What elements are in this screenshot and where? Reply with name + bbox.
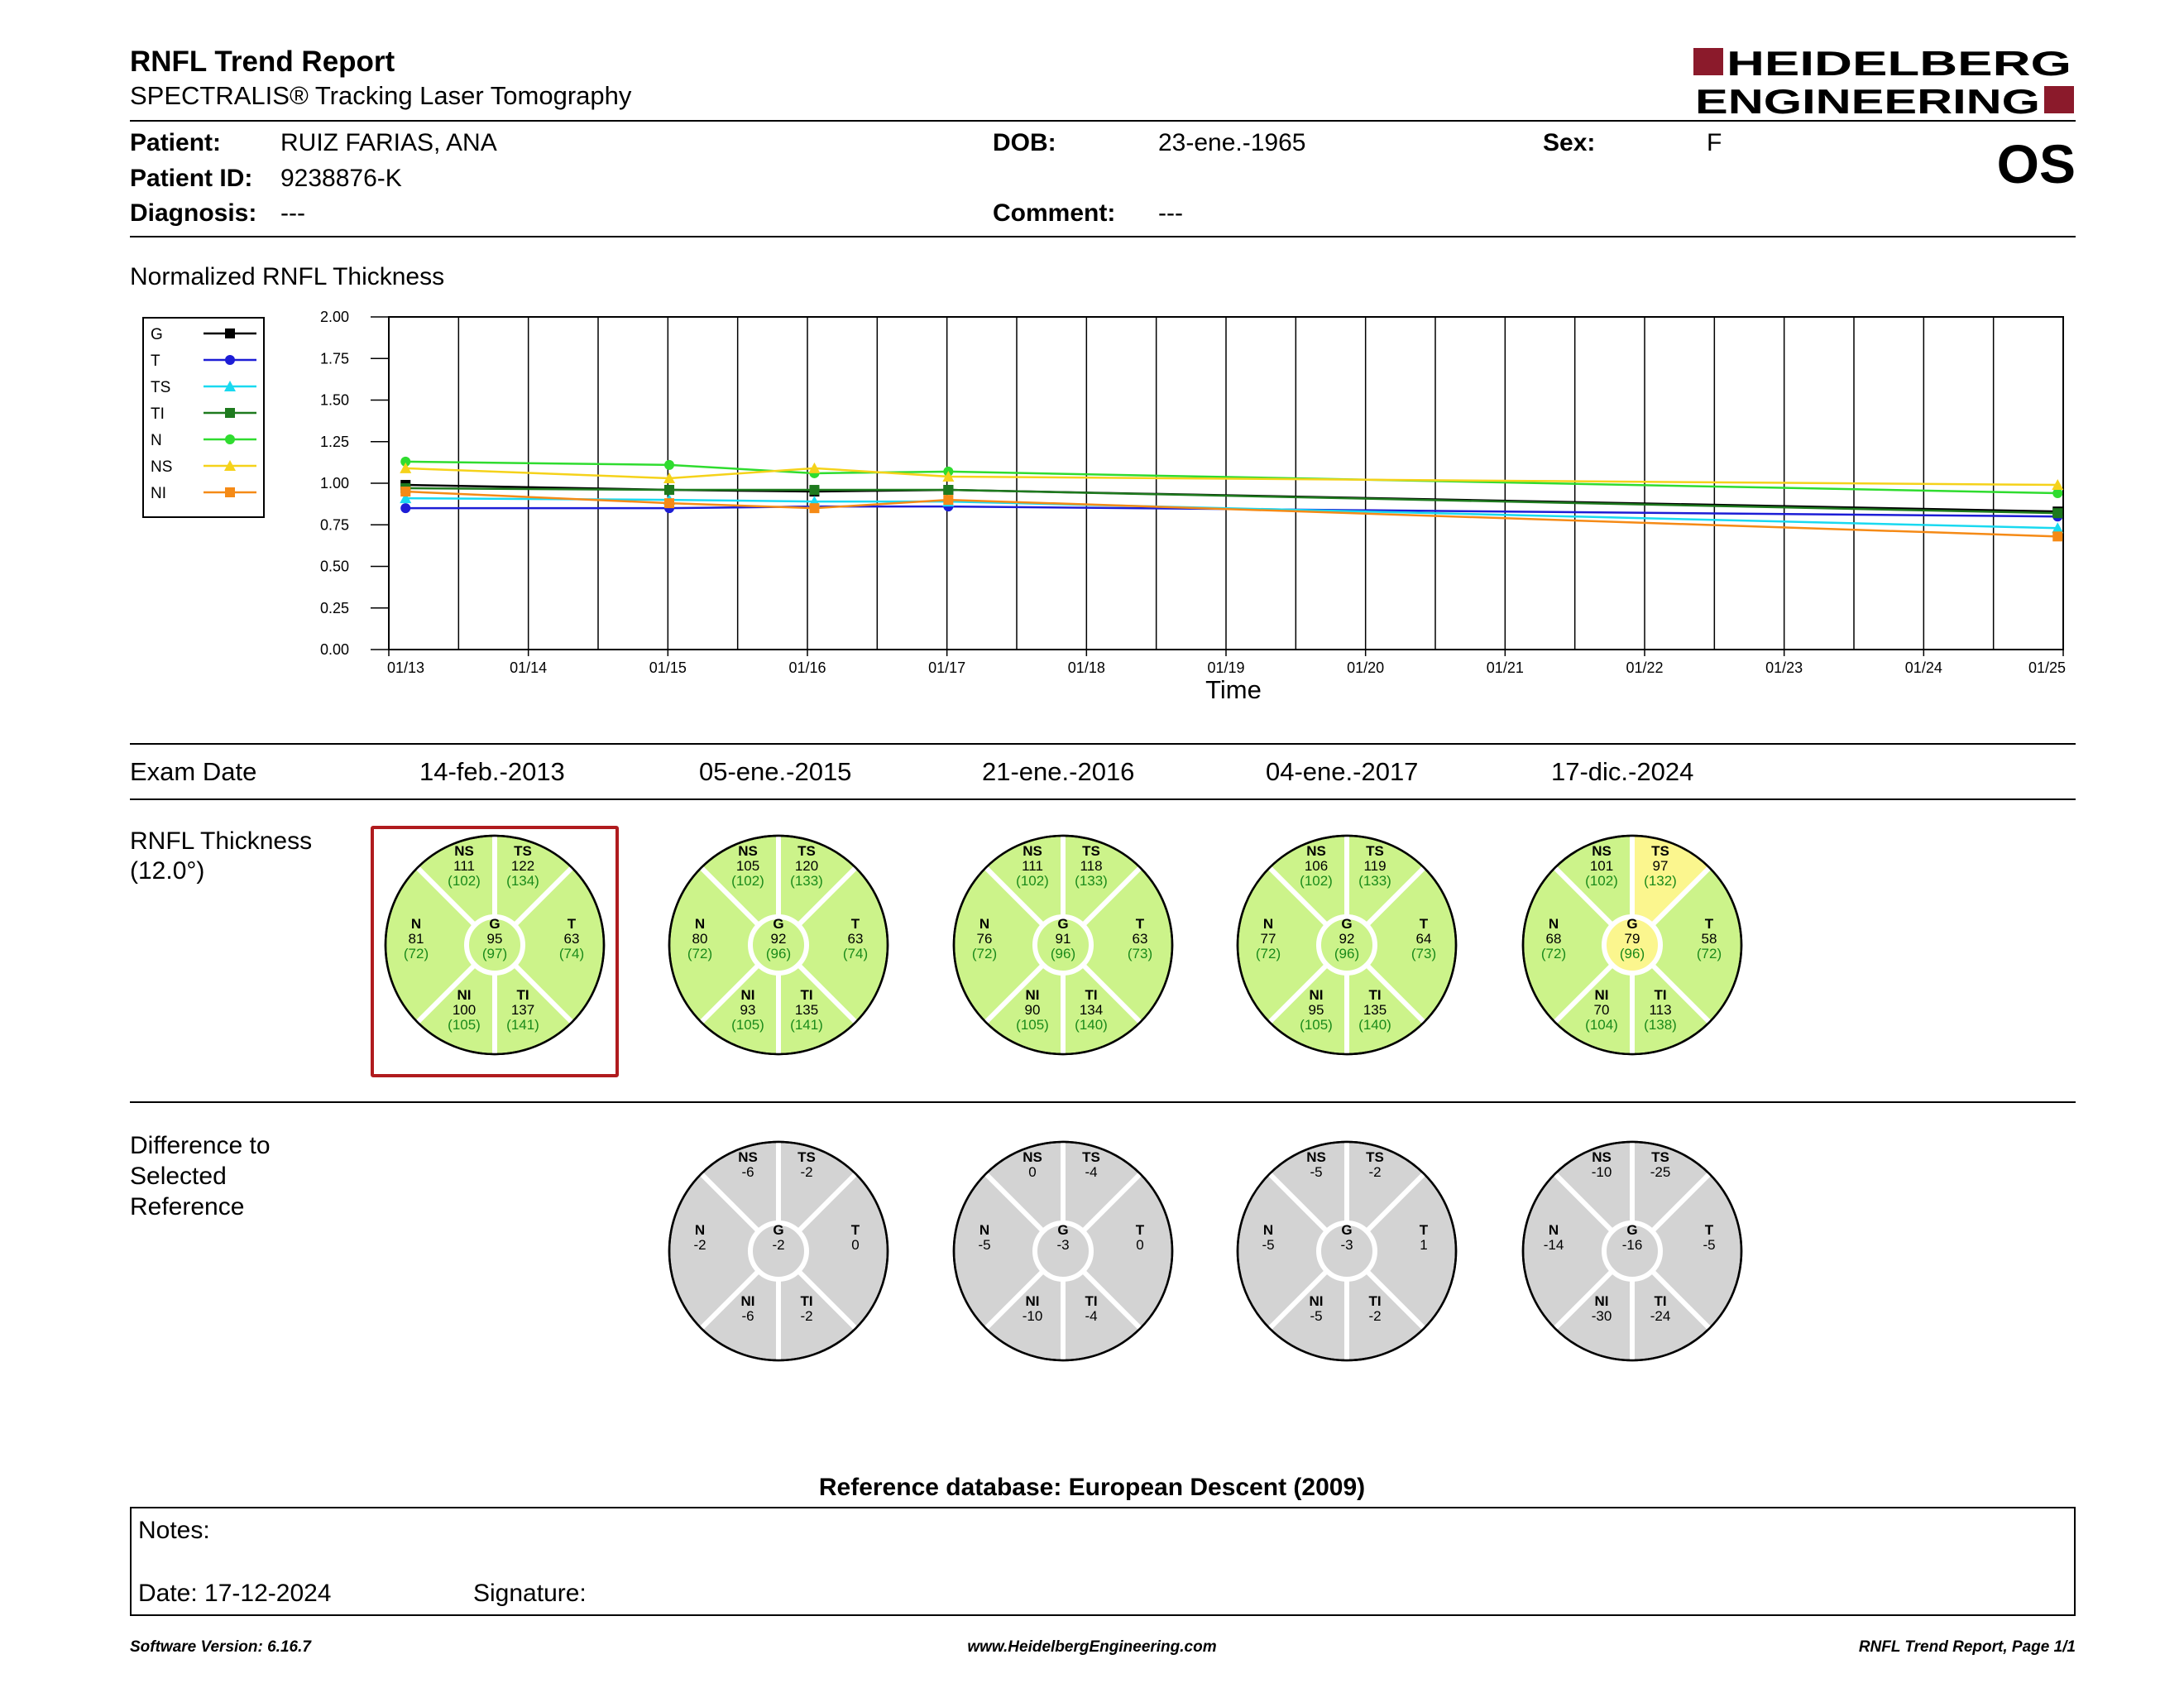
diagnosis-label: Diagnosis: [130, 199, 257, 227]
sector-ti [1368, 1293, 1381, 1324]
data-point-n [664, 460, 674, 470]
sector-normative: (132) [1644, 873, 1677, 889]
sector-ns [1592, 1149, 1612, 1180]
patient-id: 9238876-K [280, 165, 402, 192]
sector-label: T [567, 916, 577, 932]
sector-ti [1085, 1293, 1097, 1324]
sector-normative: (96) [1050, 946, 1076, 961]
sector-difference: -14 [1543, 1237, 1564, 1253]
sector-normative: (96) [1334, 946, 1360, 961]
legend-marker [225, 434, 235, 444]
sector-label: TS [514, 843, 532, 859]
notes-label: Notes: [138, 1517, 210, 1544]
legend-marker [225, 408, 235, 418]
sector-label: NS [1592, 1149, 1612, 1165]
sector-value: 79 [1624, 931, 1640, 947]
data-point-ni [943, 495, 953, 505]
sector-label: NI [740, 1293, 755, 1309]
thickness-chart-5 [1523, 836, 1741, 1054]
dob-label: DOB: [993, 129, 1056, 156]
sector-label: G [1057, 1222, 1069, 1238]
sector-difference: -5 [1310, 1164, 1323, 1180]
legend-label: N [151, 432, 162, 449]
chart-series [400, 457, 2063, 541]
sector-normative: (105) [1300, 1017, 1333, 1033]
sector-difference: -16 [1621, 1237, 1643, 1253]
sector-difference: -24 [1650, 1308, 1671, 1324]
patient-id-label: Patient ID: [130, 165, 253, 192]
sector-value: 135 [794, 1002, 819, 1018]
sector-value: 111 [1022, 858, 1043, 874]
data-point-ti [2052, 508, 2062, 518]
sector-label: N [694, 1222, 706, 1238]
patient-name: RUIZ FARIAS, ANA [280, 129, 497, 156]
sector-g [1056, 1222, 1069, 1253]
sector-g [772, 1222, 784, 1253]
diagnosis-value: --- [280, 199, 305, 227]
sector-label: N [1548, 1222, 1559, 1238]
sector-label: TS [797, 843, 816, 859]
sector-value: 64 [1415, 931, 1432, 947]
sector-value: 91 [1055, 931, 1071, 947]
y-tick-label: 1.00 [319, 475, 349, 492]
sector-label: G [773, 1222, 784, 1238]
data-point-ni [809, 503, 819, 513]
sector-difference: 0 [1136, 1237, 1144, 1253]
sector-label: TI [1368, 1293, 1382, 1309]
data-point-ni [664, 498, 674, 508]
sector-n [693, 1222, 706, 1253]
exam-date-1: 14-feb.-2013 [419, 757, 565, 786]
difference-chart-3 [954, 1142, 1172, 1360]
sector-difference: -2 [1368, 1308, 1382, 1324]
logo-square-top [1693, 48, 1723, 75]
sector-label: NS [738, 843, 758, 859]
comment-label: Comment: [993, 199, 1116, 227]
y-tick-label: 2.00 [319, 309, 349, 325]
data-point-ni [400, 487, 410, 496]
dob-value: 23-ene.-1965 [1158, 129, 1306, 156]
sector-normative: (72) [1255, 946, 1281, 961]
difference-chart-2 [669, 1142, 888, 1360]
sector-value: 95 [1308, 1002, 1324, 1018]
sector-label: TS [1082, 1149, 1100, 1165]
series-t [400, 501, 2062, 521]
sector-value: 93 [740, 1002, 756, 1018]
data-point-t [400, 503, 410, 513]
exam-date-3: 21-ene.-2016 [982, 757, 1135, 786]
sector-label: T [1419, 1222, 1429, 1238]
sector-label: TI [800, 1293, 813, 1309]
chart-title: Normalized RNFL Thickness [130, 263, 445, 290]
sector-value: 134 [1079, 1002, 1104, 1018]
legend-label: G [151, 326, 163, 343]
sector-normative: (102) [1585, 873, 1618, 889]
x-tick-label: 01/17 [928, 659, 966, 676]
report-subtitle: SPECTRALIS® Tracking Laser Tomography [130, 81, 632, 110]
sector-label: T [1419, 916, 1429, 932]
sector-t [1420, 1222, 1429, 1253]
footer-software: Software Version: 6.16.7 [130, 1638, 311, 1656]
sector-label: T [1704, 916, 1714, 932]
sector-normative: (72) [1696, 946, 1722, 961]
sector-label: NS [1023, 843, 1042, 859]
y-tick-label: 0.75 [319, 516, 349, 534]
sector-label: TI [1368, 987, 1382, 1003]
sector-value: 111 [453, 858, 475, 874]
sector-label: NS [1306, 1149, 1326, 1165]
y-tick-label: 0.25 [319, 599, 349, 616]
sector-label: NS [454, 843, 474, 859]
sector-normative: (74) [842, 946, 869, 961]
exam-date-2: 05-ene.-2015 [699, 757, 852, 786]
sector-label: T [850, 916, 860, 932]
sector-difference: 0 [851, 1237, 860, 1253]
sector-t [1136, 1222, 1145, 1253]
sector-normative: (140) [1358, 1017, 1391, 1033]
sector-label: NI [740, 987, 755, 1003]
y-tick-label: 0.50 [319, 558, 349, 575]
sector-normative: (102) [448, 873, 481, 889]
sector-label: NI [457, 987, 472, 1003]
thickness-chart-1 [386, 836, 604, 1054]
difference-charts [0, 1134, 2184, 1382]
sector-normative: (102) [1300, 873, 1333, 889]
sector-label: TS [1651, 1149, 1669, 1165]
x-tick-label: 01/16 [788, 659, 826, 676]
sector-label: G [1057, 916, 1069, 932]
sector-normative: (73) [1127, 946, 1153, 961]
legend-label: TS [151, 379, 171, 396]
sector-value: 68 [1545, 931, 1562, 947]
sector-difference: -2 [693, 1237, 706, 1253]
sector-label: TS [1082, 843, 1100, 859]
sector-normative: (96) [1619, 946, 1645, 961]
logo-text-heidelberg: HEIDELBERG [1727, 46, 2071, 83]
sector-label: NS [738, 1149, 758, 1165]
sector-normative: (72) [971, 946, 998, 961]
x-tick-label: 01/15 [649, 659, 687, 676]
chart-x-ticks [387, 650, 2066, 676]
sector-label: T [1135, 1222, 1145, 1238]
trend-chart [281, 306, 2076, 712]
sector-normative: (102) [731, 873, 764, 889]
sector-label: N [1262, 916, 1274, 932]
sector-normative: (105) [448, 1017, 481, 1033]
notes-signature: Signature: [473, 1580, 587, 1607]
sector-normative: (134) [506, 873, 539, 889]
sector-label: NI [1594, 1293, 1609, 1309]
difference-label-2: Selected [130, 1163, 227, 1190]
series-g [400, 480, 2062, 516]
x-tick-label: 01/20 [1347, 659, 1385, 676]
data-point-ti [809, 485, 819, 495]
sector-value: 76 [976, 931, 993, 947]
comment-value: --- [1158, 199, 1183, 227]
sector-label: T [850, 1222, 860, 1238]
exam-top-divider [130, 743, 2076, 745]
thickness-chart-4 [1238, 836, 1456, 1054]
y-tick-label: 0.00 [319, 641, 349, 658]
thickness-label: RNFL Thickness [130, 827, 313, 855]
sector-normative: (141) [790, 1017, 823, 1033]
sector-label: N [1262, 1222, 1274, 1238]
sector-difference: -3 [1340, 1237, 1353, 1253]
y-tick-label: 1.50 [319, 391, 349, 409]
sector-label: TI [1085, 1293, 1098, 1309]
sector-normative: (96) [765, 946, 792, 961]
sector-label: NS [1306, 843, 1326, 859]
sector-label: G [1626, 1222, 1638, 1238]
sector-label: TS [1651, 843, 1669, 859]
sector-normative: (104) [1585, 1017, 1618, 1033]
footer-website[interactable]: www.HeidelbergEngineering.com [967, 1638, 1217, 1656]
sector-normative: (102) [1016, 873, 1049, 889]
difference-chart-4 [1238, 1142, 1456, 1360]
thickness-angle: (12.0°) [130, 857, 205, 885]
sector-label: NI [1309, 1293, 1324, 1309]
sector-value: 101 [1589, 858, 1614, 874]
sector-difference: -2 [800, 1164, 813, 1180]
sector-value: 118 [1080, 858, 1103, 874]
y-tick-label: 1.75 [319, 350, 349, 367]
sector-value: 137 [510, 1002, 535, 1018]
sector-label: N [410, 916, 422, 932]
sector-label: T [1704, 1222, 1714, 1238]
sector-label: TS [797, 1149, 816, 1165]
sector-difference: -5 [1703, 1237, 1716, 1253]
x-tick-label: 01/22 [1626, 659, 1664, 676]
sector-difference: -30 [1591, 1308, 1612, 1324]
sector-label: G [489, 916, 500, 932]
exam-bottom-divider [130, 798, 2076, 800]
sector-normative: (73) [1410, 946, 1437, 961]
patient-label: Patient: [130, 129, 222, 156]
sector-normative: (133) [1358, 873, 1391, 889]
sector-difference: -10 [1591, 1164, 1612, 1180]
sector-difference: -5 [1310, 1308, 1323, 1324]
sector-n [1262, 1222, 1274, 1253]
report-title: RNFL Trend Report [130, 46, 395, 78]
x-tick-label: 01/25 [2028, 659, 2066, 676]
thickness-divider [130, 1101, 2076, 1103]
notes-box[interactable] [130, 1507, 2076, 1616]
sector-normative: (97) [481, 946, 508, 961]
sector-value: 97 [1652, 858, 1669, 874]
sector-difference: -5 [1262, 1237, 1275, 1253]
legend-label: TI [151, 405, 165, 423]
sector-value: 77 [1260, 931, 1276, 947]
chart-legend [142, 317, 266, 520]
sector-normative: (141) [506, 1017, 539, 1033]
sector-label: G [1341, 916, 1353, 932]
sector-value: 92 [770, 931, 787, 947]
sector-normative: (74) [558, 946, 585, 961]
sector-normative: (105) [1016, 1017, 1049, 1033]
x-tick-label: 01/23 [1765, 659, 1803, 676]
y-tick-label: 1.25 [319, 433, 349, 450]
sector-value: 122 [510, 858, 535, 874]
legend-marker [225, 487, 235, 497]
sector-normative: (72) [1540, 946, 1567, 961]
x-tick-label: 01/21 [1486, 659, 1524, 676]
sector-normative: (138) [1644, 1017, 1677, 1033]
x-tick-label: 01/18 [1067, 659, 1105, 676]
exam-date-4: 04-ene.-2017 [1266, 757, 1419, 786]
sector-value: 120 [794, 858, 819, 874]
sector-normative: (133) [1075, 873, 1108, 889]
difference-label-1: Difference to [130, 1132, 271, 1159]
thickness-chart-2 [669, 836, 888, 1054]
sector-normative: (140) [1075, 1017, 1108, 1033]
sector-label: G [1341, 1222, 1353, 1238]
sector-value: 100 [452, 1002, 477, 1018]
header-divider [130, 120, 2076, 122]
sector-difference: -6 [741, 1164, 754, 1180]
sector-value: 113 [1649, 1002, 1672, 1018]
sector-difference: -2 [1368, 1164, 1382, 1180]
patient-divider [130, 236, 2076, 237]
sector-normative: (133) [790, 873, 823, 889]
sector-difference: 0 [1028, 1164, 1037, 1180]
sector-value: 135 [1363, 1002, 1387, 1018]
sector-difference: 1 [1420, 1237, 1428, 1253]
sector-value: 106 [1304, 858, 1329, 874]
sector-label: TI [800, 987, 813, 1003]
sector-label: NI [1025, 1293, 1040, 1309]
sector-ti [800, 1293, 812, 1324]
legend-label: NS [151, 458, 173, 476]
sector-label: T [1135, 916, 1145, 932]
sector-value: 81 [408, 931, 424, 947]
sector-difference: -2 [772, 1237, 785, 1253]
sector-g [1340, 1222, 1353, 1253]
sector-label: NI [1594, 987, 1609, 1003]
x-axis-label: Time [1205, 675, 1262, 704]
thickness-chart-3 [954, 836, 1172, 1054]
difference-label-3: Reference [130, 1193, 245, 1220]
data-point-ni [2052, 531, 2062, 541]
footer-page: RNFL Trend Report, Page 1/1 [1858, 1638, 2076, 1656]
sector-label: N [979, 1222, 990, 1238]
sector-label: TI [516, 987, 529, 1003]
sector-difference: -25 [1650, 1164, 1671, 1180]
sector-normative: (105) [731, 1017, 764, 1033]
legend-label: NI [151, 485, 166, 502]
exam-date-5: 17-dic.-2024 [1551, 757, 1694, 786]
thickness-charts [0, 819, 2184, 1084]
sector-value: 90 [1024, 1002, 1041, 1018]
sector-value: 63 [563, 931, 580, 947]
sector-label: TI [1654, 987, 1667, 1003]
notes-date: Date: 17-12-2024 [138, 1580, 332, 1607]
sex-value: F [1707, 129, 1722, 156]
sector-label: N [979, 916, 990, 932]
sector-value: 63 [847, 931, 864, 947]
sector-label: N [1548, 916, 1559, 932]
sector-label: NI [1025, 987, 1040, 1003]
sector-value: 80 [692, 931, 708, 947]
legend-marker [225, 355, 235, 365]
series-ts [400, 492, 2063, 533]
eye-indicator: OS [1996, 133, 2076, 194]
sector-difference: -4 [1085, 1164, 1098, 1180]
chart-y-ticks [320, 309, 389, 658]
sector-difference: -10 [1022, 1308, 1043, 1324]
logo-text-engineering: ENGINEERING [1695, 82, 2040, 117]
data-point-ti [943, 485, 953, 495]
sector-n [978, 1222, 990, 1253]
sector-difference: -4 [1085, 1308, 1098, 1324]
sex-label: Sex: [1543, 129, 1596, 156]
sector-value: 92 [1339, 931, 1355, 947]
x-tick-label: 01/14 [510, 659, 548, 676]
sector-ts [1650, 1149, 1671, 1180]
sector-value: 63 [1132, 931, 1148, 947]
sector-normative: (72) [403, 946, 429, 961]
sector-normative: (72) [687, 946, 713, 961]
sector-label: N [694, 916, 706, 932]
exam-date-label: Exam Date [130, 757, 257, 786]
sector-label: TI [1654, 1293, 1667, 1309]
data-point-ti [664, 485, 674, 495]
x-tick-label: 01/19 [1207, 659, 1245, 676]
sector-difference: -2 [800, 1308, 813, 1324]
sector-ni [741, 1293, 755, 1324]
reference-database: Reference database: European Descent (2009) [818, 1474, 1366, 1501]
sector-label: G [1626, 916, 1638, 932]
x-tick-label: 01/24 [1904, 659, 1942, 676]
difference-chart-5 [1523, 1142, 1741, 1360]
sector-label: TS [1366, 1149, 1384, 1165]
sector-value: 70 [1593, 1002, 1610, 1018]
x-tick-label: 01/13 [387, 659, 425, 676]
legend-marker [225, 328, 235, 338]
sector-t [851, 1222, 860, 1253]
sector-difference: -6 [741, 1308, 754, 1324]
sector-value: 95 [486, 931, 503, 947]
sector-value: 105 [735, 858, 760, 874]
sector-value: 119 [1363, 858, 1387, 874]
legend-label: T [151, 352, 160, 370]
sector-label: NS [1592, 843, 1612, 859]
sector-difference: -3 [1056, 1237, 1070, 1253]
sector-label: NI [1309, 987, 1324, 1003]
heidelberg-logo [1693, 46, 2078, 117]
sector-label: G [773, 916, 784, 932]
sector-label: TS [1366, 843, 1384, 859]
sector-difference: -5 [978, 1237, 991, 1253]
logo-square-bottom [2044, 86, 2074, 113]
sector-label: TI [1085, 987, 1098, 1003]
sector-value: 58 [1701, 931, 1717, 947]
sector-label: NS [1023, 1149, 1042, 1165]
sector-ni [1310, 1293, 1324, 1324]
